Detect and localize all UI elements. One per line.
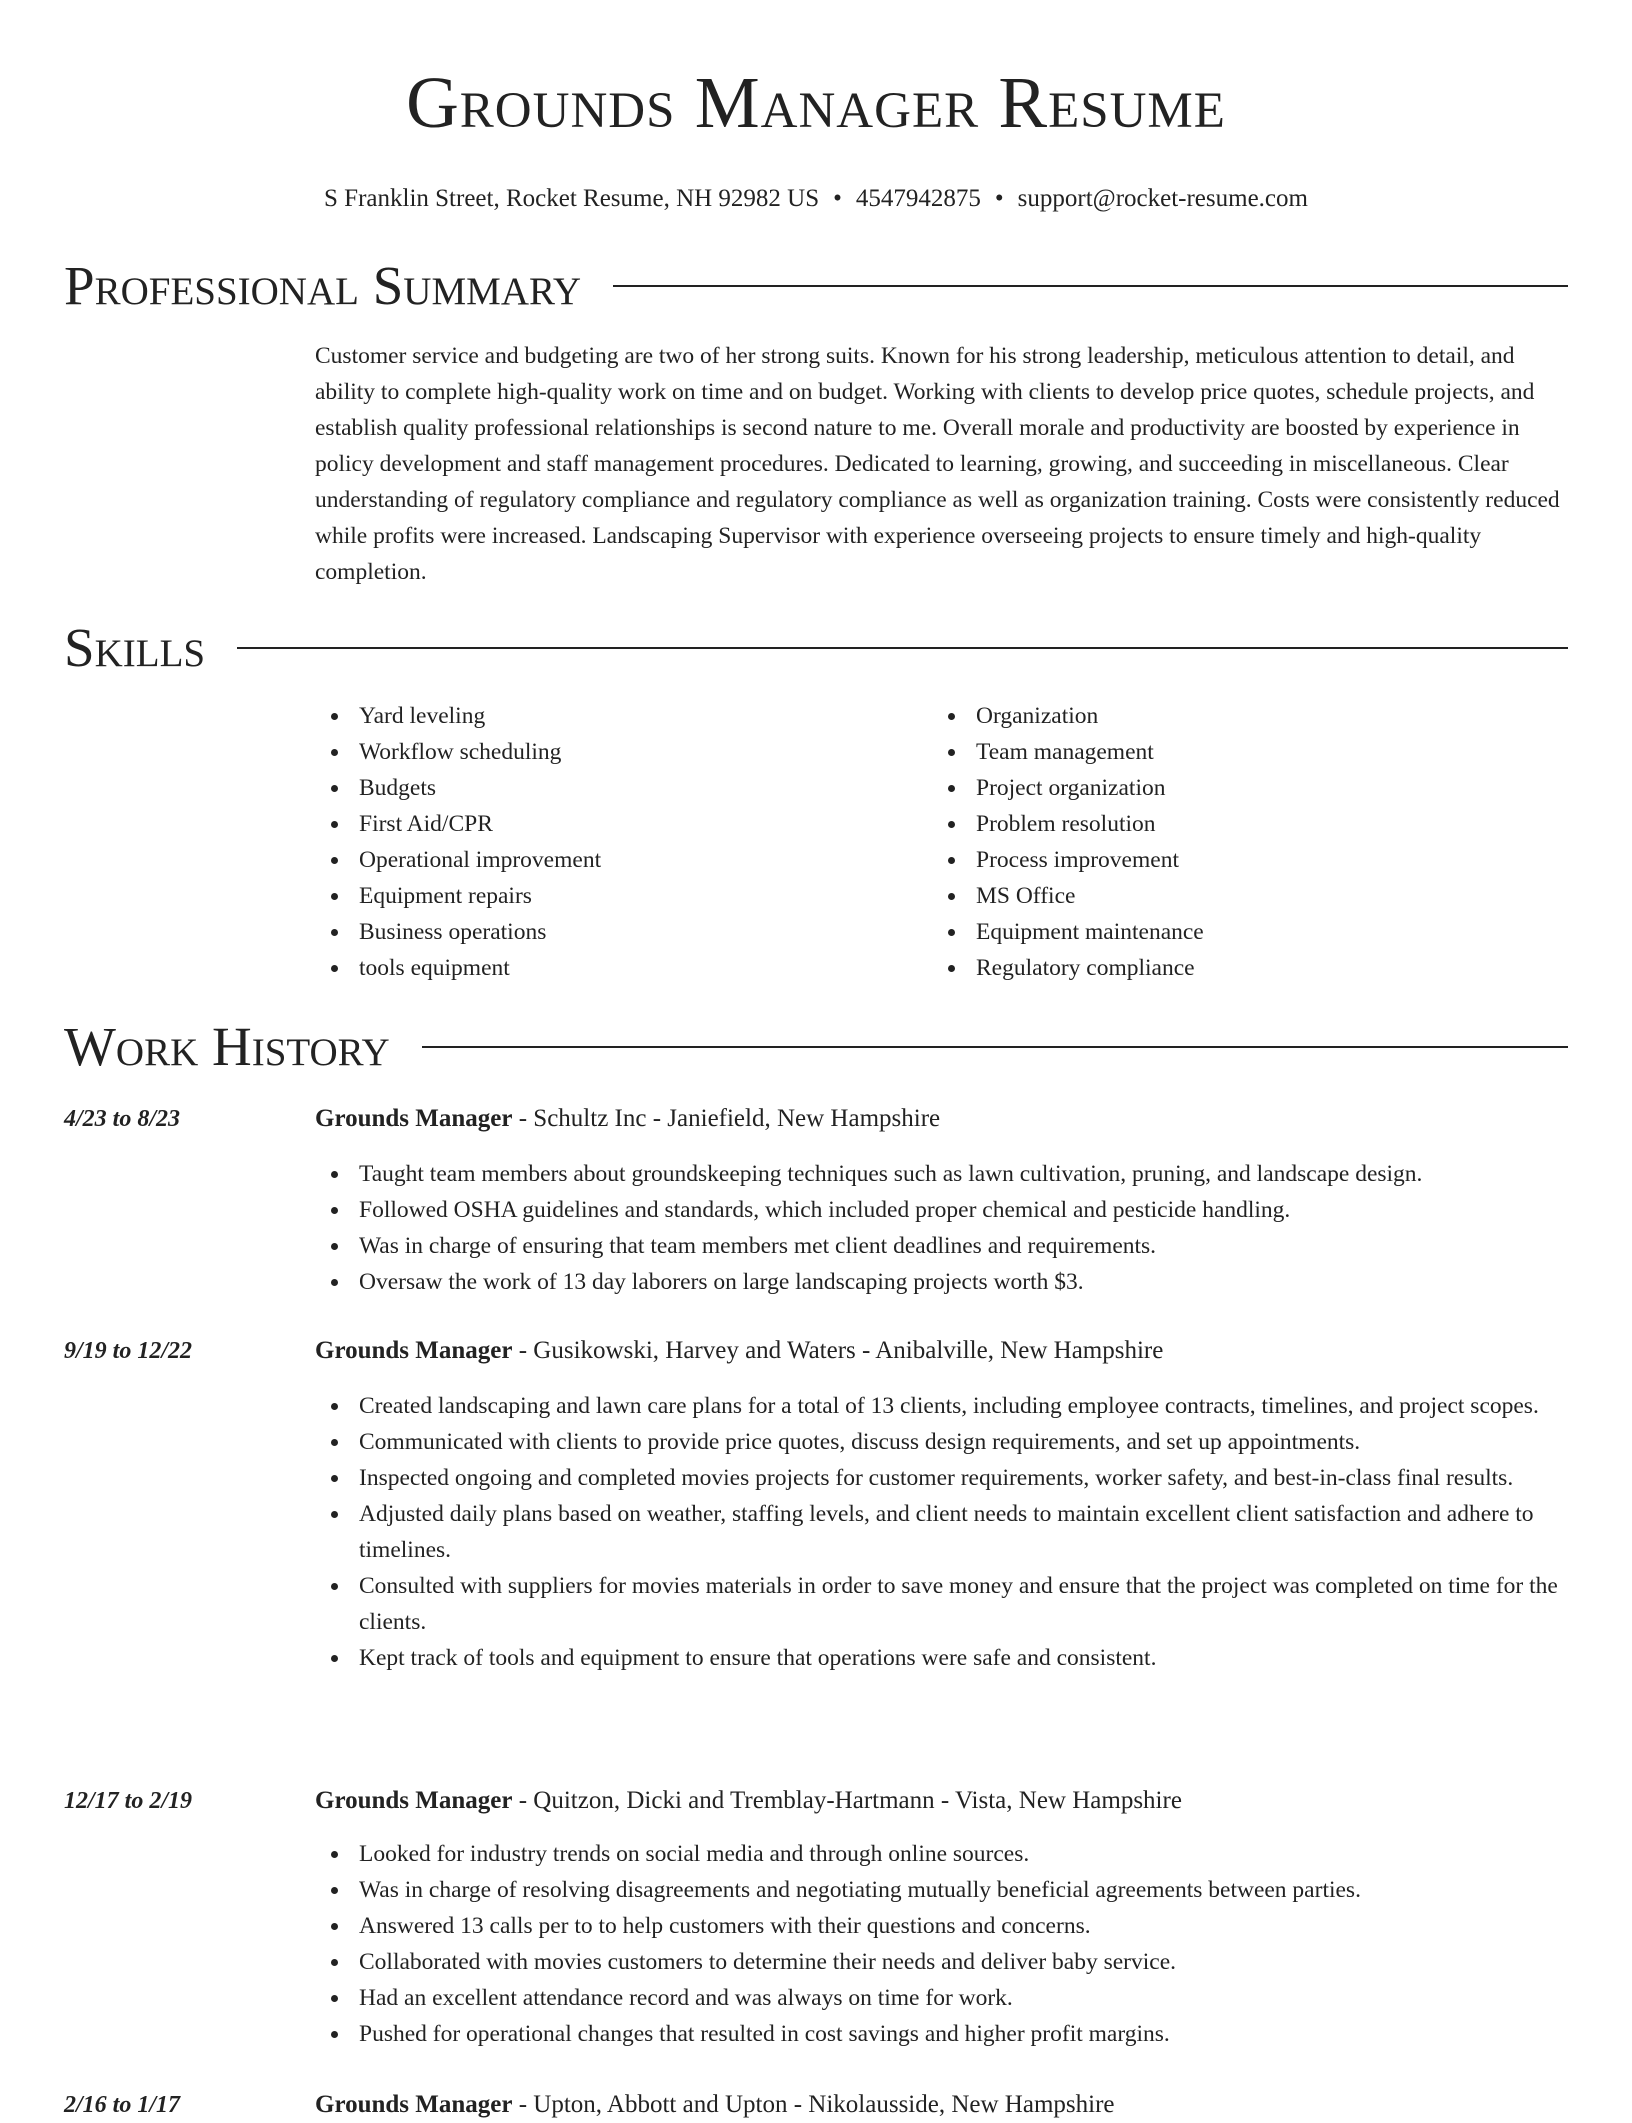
job-bullet: Oversaw the work of 13 day laborers on large landscaping projects worth $3. xyxy=(315,1264,1568,1300)
work-section-header xyxy=(64,1017,1568,1077)
skill-item: Budgets xyxy=(315,770,932,806)
skills-list-left xyxy=(315,698,932,986)
skill-item: tools equipment xyxy=(315,950,932,986)
skill-item: Problem resolution xyxy=(932,806,1549,842)
job-heading xyxy=(315,2087,1115,2123)
resume-page xyxy=(64,0,1568,2118)
job-bullets xyxy=(315,1836,1568,2052)
job-bullets xyxy=(315,1388,1568,1676)
job-bullet: Pushed for operational changes that resulted in cost savings and higher profit margins. xyxy=(315,2016,1568,2052)
job-bullet: Was in charge of ensuring that team members met client deadlines and requirements. xyxy=(315,1228,1568,1264)
job-heading xyxy=(315,1101,940,1137)
job-bullet: Created landscaping and lawn care plans for a total of 13 clients, including employee contracts, timelines, and project scopes. xyxy=(315,1388,1568,1424)
job-heading xyxy=(315,1783,1182,1819)
contact-separator: • xyxy=(994,185,1004,212)
job-dates: 9/19 to 12/22 xyxy=(64,1338,193,1364)
work-heading: Work History xyxy=(64,1016,390,1077)
skill-item: Team management xyxy=(932,734,1549,770)
summary-heading: Professional Summary xyxy=(64,255,582,316)
job-bullet: Followed OSHA guidelines and standards, which included proper chemical and pesticide handling. xyxy=(315,1192,1568,1228)
contact-phone: 4547942875 xyxy=(855,185,981,212)
skill-item: MS Office xyxy=(932,878,1549,914)
job-role: Grounds Manager xyxy=(315,1787,513,1814)
job-dates: 12/17 to 2/19 xyxy=(64,1788,193,1814)
skills-section-header xyxy=(64,618,1568,678)
skill-item: Project organization xyxy=(932,770,1549,806)
skill-item: Regulatory compliance xyxy=(932,950,1549,986)
job-bullet: Taught team members about groundskeeping techniques such as lawn cultivation, pruning, and landscape design. xyxy=(315,1156,1568,1192)
skill-item: Operational improvement xyxy=(315,842,932,878)
job-bullet: Collaborated with movies customers to determine their needs and deliver baby service. xyxy=(315,1944,1568,1980)
job-bullet: Consulted with suppliers for movies materials in order to save money and ensure that the project was completed on time for the clients. xyxy=(315,1568,1568,1640)
skill-item: Yard leveling xyxy=(315,698,932,734)
section-divider xyxy=(613,285,1568,287)
job-bullet: Inspected ongoing and completed movies projects for customer requirements, worker safety, and best-in-class final results. xyxy=(315,1460,1568,1496)
summary-text: Customer service and budgeting are two of her strong suits. Known for his strong leadership, meticulous attention to detail, and ability to complete high-quality work on time and on budget. Working with clients to develop price quotes, schedule projects, and establish quality professional relationships is second nature to me. Overall morale and productivity are boosted by experience in policy development and staff management procedures. Dedicated to learning, growing, and succeeding in miscellaneous. Clear understanding of regulatory compliance and regulatory compliance as well as organization training. Costs were consistently reduced while profits were increased. Landscaping Supervisor with experience overseeing projects to ensure timely and high-quality completion. xyxy=(315,343,1560,585)
job-bullet: Had an excellent attendance record and was always on time for work. xyxy=(315,1980,1568,2016)
resume-title: Grounds Manager Resume xyxy=(406,62,1226,143)
job-dates: 2/16 to 1/17 xyxy=(64,2092,181,2118)
section-divider xyxy=(422,1046,1568,1048)
skill-item: Workflow scheduling xyxy=(315,734,932,770)
skills-columns xyxy=(315,698,1568,986)
skills-list-right xyxy=(932,698,1549,986)
skill-item: Organization xyxy=(932,698,1549,734)
job-bullets xyxy=(315,1156,1568,1300)
contact-separator: • xyxy=(833,185,842,212)
job-employer-location: - Schultz Inc - Janiefield, New Hampshire xyxy=(512,1105,941,1132)
skill-item: Equipment maintenance xyxy=(932,914,1549,950)
contact-address: S Franklin Street, Rocket Resume, NH 92982 US xyxy=(324,185,820,212)
job-heading xyxy=(315,1333,1163,1369)
job-bullet: Answered 13 calls per to to help customers with their questions and concerns. xyxy=(315,1908,1568,1944)
job-employer-location: - Quitzon, Dicki and Tremblay-Hartmann - Vista, New Hampshire xyxy=(512,1787,1182,1814)
contact-line xyxy=(64,184,1568,214)
job-role: Grounds Manager xyxy=(315,2091,513,2118)
job-bullet: Communicated with clients to provide price quotes, discuss design requirements, and set up appointments. xyxy=(315,1424,1568,1460)
skill-item: First Aid/CPR xyxy=(315,806,932,842)
job-bullet: Looked for industry trends on social media and through online sources. xyxy=(315,1836,1568,1872)
skills-body xyxy=(315,698,1568,986)
job-role: Grounds Manager xyxy=(315,1337,513,1364)
job-bullet: Was in charge of resolving disagreements and negotiating mutually beneficial agreements between parties. xyxy=(315,1872,1568,1908)
job-bullet: Adjusted daily plans based on weather, staffing levels, and client needs to maintain excellent client satisfaction and adhere to timelines. xyxy=(315,1496,1568,1568)
job-bullet: Kept track of tools and equipment to ensure that operations were safe and consistent. xyxy=(315,1640,1568,1676)
job-dates: 4/23 to 8/23 xyxy=(64,1106,181,1132)
summary-section-header xyxy=(64,256,1568,316)
skill-item: Equipment repairs xyxy=(315,878,932,914)
summary-body xyxy=(315,338,1568,590)
section-divider xyxy=(237,647,1568,649)
contact-email: support@rocket-resume.com xyxy=(1017,185,1308,212)
skill-item: Business operations xyxy=(315,914,932,950)
job-role: Grounds Manager xyxy=(315,1105,513,1132)
job-employer-location: - Upton, Abbott and Upton - Nikolausside, New Hampshire xyxy=(512,2091,1115,2118)
skills-heading: Skills xyxy=(64,617,206,678)
skill-item: Process improvement xyxy=(932,842,1549,878)
job-employer-location: - Gusikowski, Harvey and Waters - Anibalville, New Hampshire xyxy=(512,1337,1164,1364)
